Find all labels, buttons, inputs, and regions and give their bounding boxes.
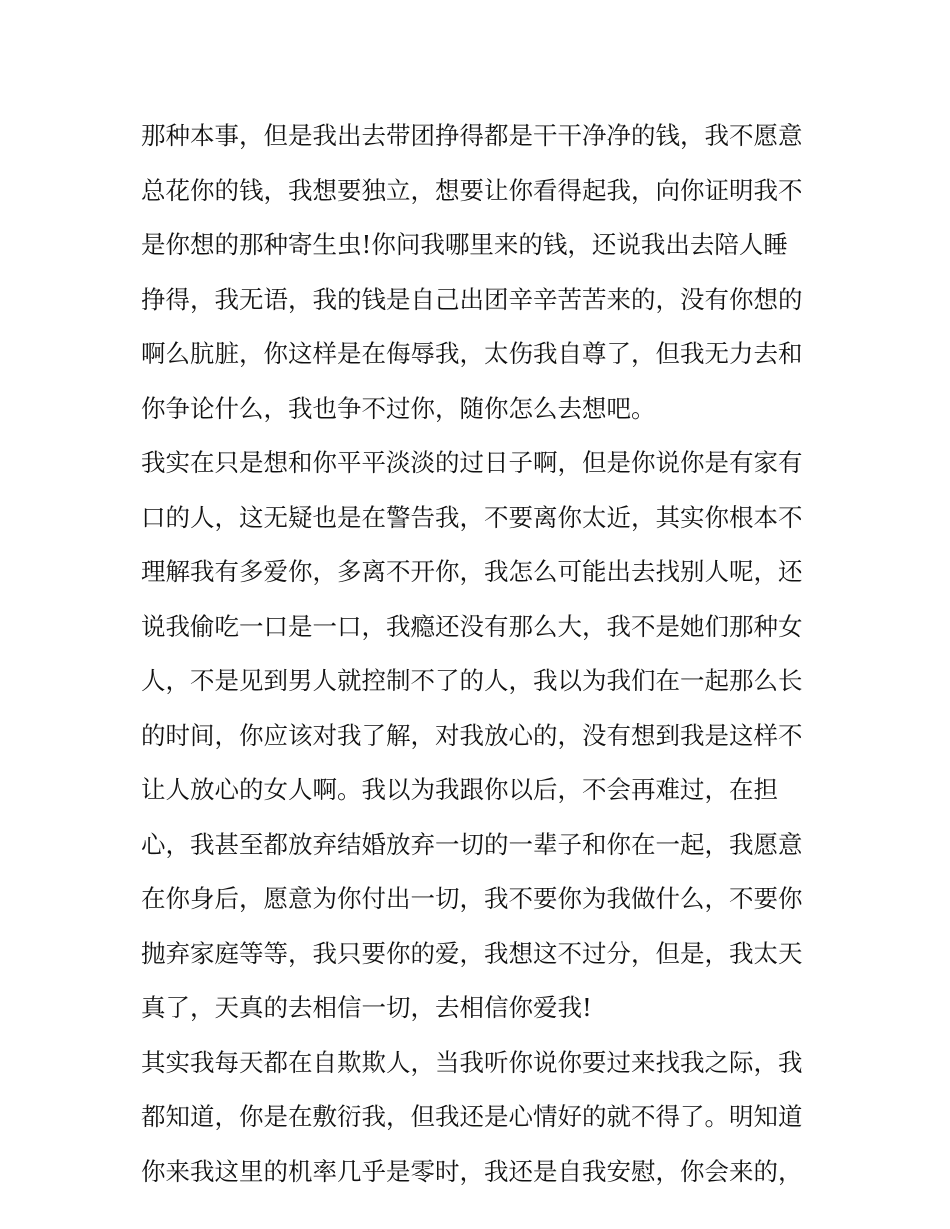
text-line: 在你身后，愿意为你付出一切，我不要你为我做什么，不要你 [141, 884, 803, 913]
text-line: 的时间，你应该对我了解，对我放心的，没有想到我是这样不 [141, 720, 803, 750]
text-line: 说我偷吃一口是一口，我瘾还没有那么大，我不是她们那种女 [141, 611, 803, 641]
text-line: 人，不是见到男人就控制不了的人，我以为我们在一起那么长 [141, 666, 803, 695]
text-line: 都知道，你是在敷衍我，但我还是心情好的就不得了。明知道 [141, 1102, 803, 1131]
body-text [141, 109, 813, 1199]
text-line: 我实在只是想和你平平淡淡的过日子啊，但是你说你是有家有 [141, 448, 803, 477]
text-line: 心，我甚至都放弃结婚放弃一切的一辈子和你在一起，我愿意 [141, 829, 803, 859]
text-line: 口的人，这无疑也是在警告我，不要离你太近，其实你根本不 [141, 502, 803, 532]
text-line: 你来我这里的机率几乎是零时，我还是自我安慰，你会来的， [141, 1156, 803, 1186]
text-line: 挣得，我无语，我的钱是自己出团辛辛苦苦来的，没有你想的 [141, 284, 803, 314]
text-line: 你争论什么，我也争不过你，随你怎么去想吧。 [141, 393, 656, 423]
text-line: 理解我有多爱你，多离不开你，我怎么可能出去找别人呢，还 [141, 557, 803, 586]
text-line: 是你想的那种寄生虫!你问我哪里来的钱，还说我出去陪人睡 [141, 230, 788, 259]
text-line: 真了，天真的去相信一切，去相信你爱我! [141, 993, 592, 1022]
text-line: 让人放心的女人啊。我以为我跟你以后，不会再难过，在担 [141, 775, 778, 804]
text-line: 其实我每天都在自欺欺人，当我听你说你要过来找我之际，我 [141, 1047, 803, 1077]
text-line: 抛弃家庭等等，我只要你的爱，我想这不过分，但是，我太天 [141, 938, 803, 968]
text-line: 啊么肮脏，你这样是在侮辱我，太伤我自尊了，但我无力去和 [141, 339, 803, 368]
text-line: 那种本事，但是我出去带团挣得都是干干净净的钱，我不愿意 [141, 121, 803, 150]
text-line: 总花你的钱，我想要独立，想要让你看得起我，向你证明我不 [141, 175, 803, 205]
